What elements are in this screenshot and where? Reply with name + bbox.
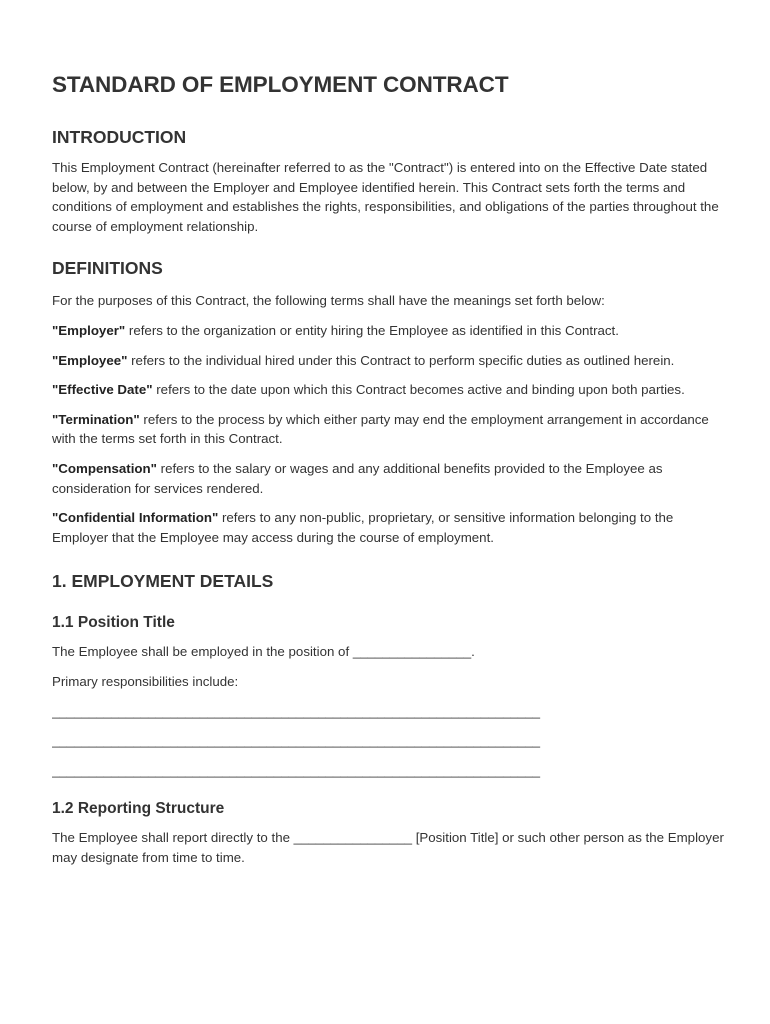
document-content [52,68,732,867]
definition-text: refers to the organization or entity hiring the Employee as identified in this Contract. [125,322,619,338]
section1-heading: 1. EMPLOYMENT DETAILS [52,571,274,592]
document-title: STANDARD OF EMPLOYMENT CONTRACT [52,72,509,97]
definition-employee [52,351,732,371]
definition-term: "Confidential Information" [52,510,219,526]
definitions-intro: For the purposes of this Contract, the following terms shall have the meanings set forth below: [52,293,605,309]
definition-text: refers to the date upon which this Contract becomes active and binding upon both parties. [152,382,685,398]
responsibility-blank-line: __________________________________________________________________ [52,703,541,719]
reporting-structure-heading: 1.2 Reporting Structure [52,800,225,818]
definition-term: "Employer" [52,322,126,338]
position-title-heading: 1.1 Position Title [52,614,175,632]
definition-text: refers to any non-public, proprietary, or sensitive information belonging to the Employer that the Employee may access during the course of employment. [52,510,674,545]
definitions-heading: DEFINITIONS [52,258,163,279]
reporting-structure-text: The Employee shall report directly to the ________________ [Position Title] or such other person as the Employer may designate from time to time. [52,830,724,865]
responsibility-blank-line: __________________________________________________________________ [52,733,541,749]
definition-termination [52,410,732,449]
position-title-text: The Employee shall be employed in the position of ________________. [52,644,475,660]
responsibilities-label: Primary responsibilities include: [52,673,239,689]
definition-term: "Effective Date" [52,382,153,398]
introduction-heading: INTRODUCTION [52,127,187,147]
definition-confidential-information [52,508,732,547]
definition-term: "Termination" [52,411,140,427]
definition-compensation [52,459,732,498]
definition-term: "Employee" [52,352,128,368]
definition-text: refers to the individual hired under this Contract to perform specific duties as outlined herein. [127,352,675,368]
responsibility-blank-line: __________________________________________________________________ [52,762,541,778]
definition-term: "Compensation" [52,460,157,476]
definition-employer [52,321,732,341]
definition-effective-date [52,380,732,400]
introduction-text: This Employment Contract (hereinafter referred to as the "Contract") is entered into on the Effective Date stated below, by and between the Employer and Employee identified herein. This Contract sets forth the terms and conditions of employment and establishes the rights, responsibilities, and obligations of the parties throughout the course of employment relationship. [52,160,719,234]
definition-text: refers to the salary or wages and any additional benefits provided to the Employee as consideration for services rendered. [52,460,663,496]
definition-text: refers to the process by which either party may end the employment arrangement in accordance with the terms set forth in this Contract. [52,411,709,447]
